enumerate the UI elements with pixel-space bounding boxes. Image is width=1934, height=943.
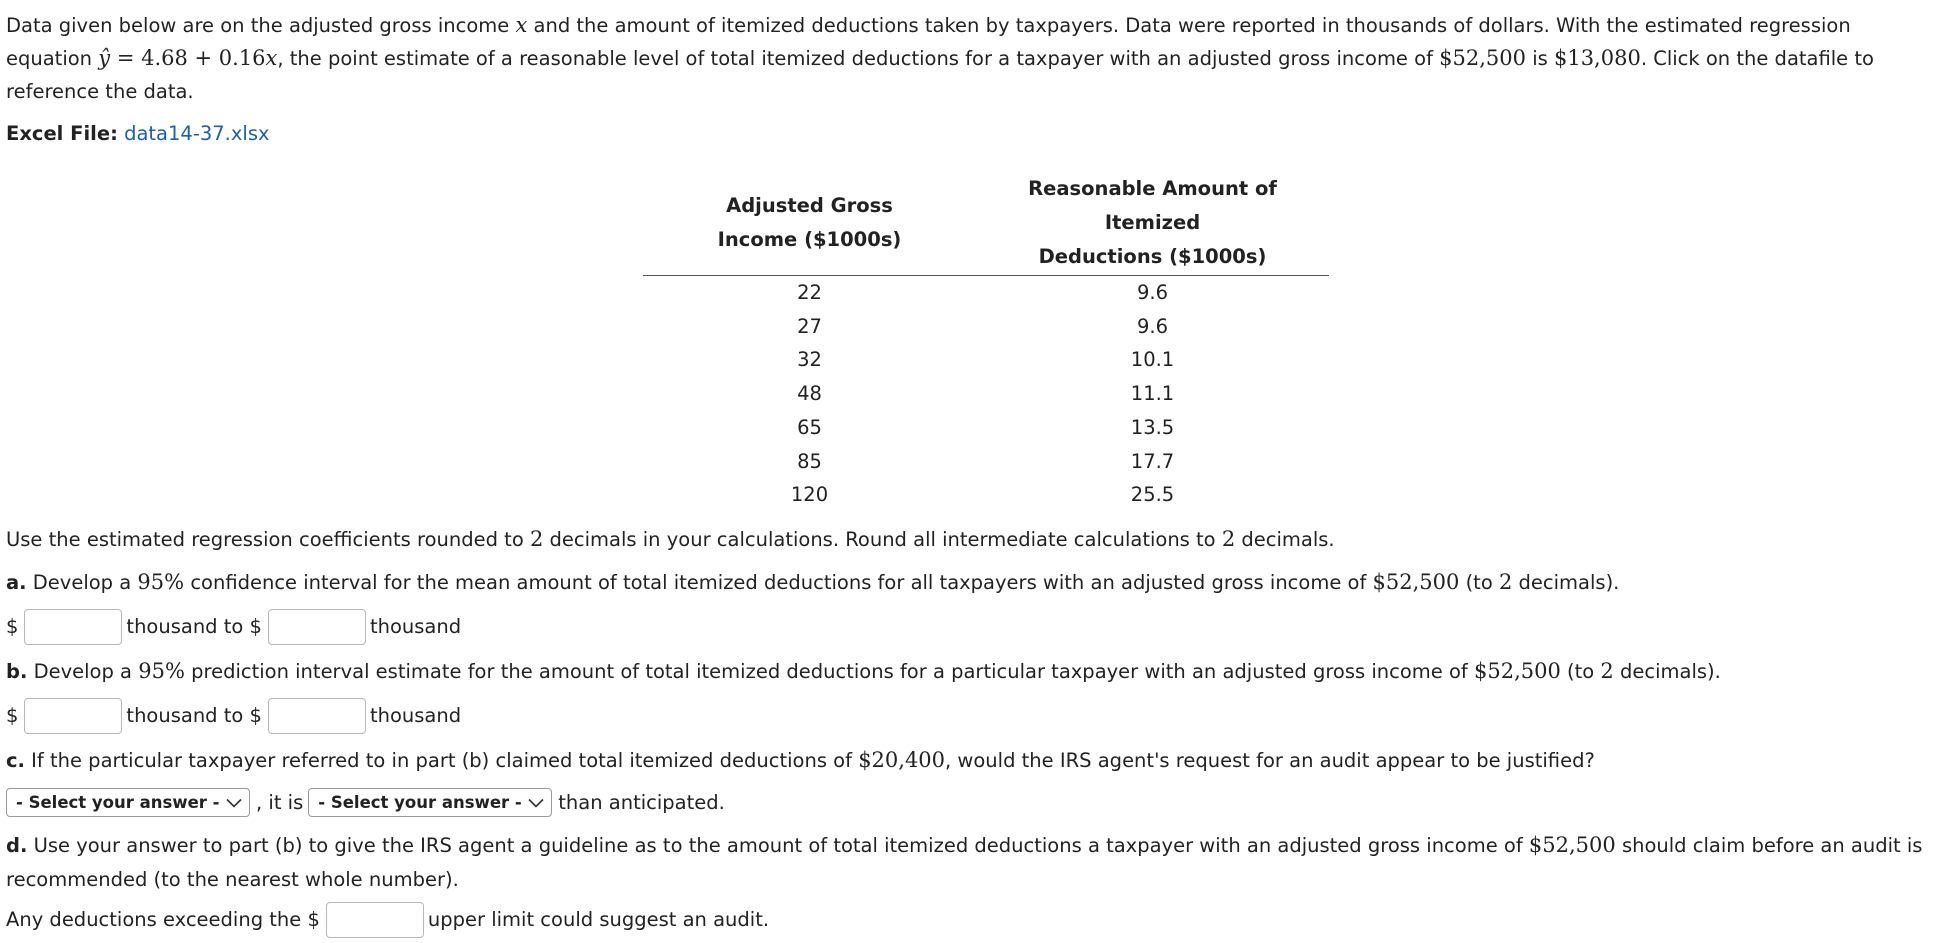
- part-b-suffix: thousand: [369, 704, 462, 728]
- part-c-mid-text: , it is: [256, 791, 304, 815]
- part-a-percent: 95%: [137, 569, 185, 594]
- part-a-lower-input[interactable]: [24, 609, 122, 645]
- part-d-answer-row: [6, 897, 1928, 943]
- income-cell: 22: [797, 281, 822, 304]
- table-row: [643, 276, 1329, 310]
- part-d-suffix: upper limit could suggest an audit.: [427, 908, 770, 932]
- part-a-decimals: 2: [1498, 569, 1513, 594]
- table-row: [643, 377, 1329, 411]
- intro-paragraph: [6, 9, 1928, 108]
- intro-var-x: x: [515, 13, 528, 37]
- part-d-text-2: should claim before an audit is recommended (to the nearest whole number).: [6, 833, 1923, 891]
- part-a-text-4: decimals).: [1518, 570, 1620, 594]
- table-row: [643, 478, 1329, 512]
- part-b-answer-row: [6, 693, 1928, 739]
- part-c-select-justified[interactable]: [6, 788, 250, 817]
- part-c-answer-row: [6, 782, 1928, 824]
- part-b-income: $52,500: [1473, 658, 1561, 683]
- income-cell: 120: [790, 483, 829, 507]
- chevron-down-icon: [528, 798, 544, 808]
- intro-text-2: and the amount of itemized deductions taken by taxpayers. Data were reported in thousands of dollars. With the estimated regression equation: [6, 14, 1851, 70]
- part-a-dollar-sign: $: [6, 615, 19, 639]
- part-b-text-2: prediction interval estimate for the amount of total itemized deductions for a particular taxpayer with an adjusted gross income of: [191, 659, 1468, 683]
- part-a-answer-row: [6, 604, 1928, 650]
- part-a-text-3: (to: [1465, 570, 1493, 594]
- income-cell: 85: [797, 449, 822, 473]
- table-row: [643, 310, 1329, 344]
- income-cell: 32: [797, 348, 822, 372]
- part-c-select-comparison[interactable]: [308, 788, 552, 817]
- part-b-text-4: decimals).: [1620, 659, 1721, 683]
- part-b-upper-input[interactable]: [268, 698, 366, 734]
- part-a-suffix: thousand: [369, 615, 462, 639]
- deduction-cell: 9.6: [1136, 281, 1168, 304]
- instructions-decimals-1: 2: [529, 526, 544, 551]
- header-1-line-2: Income ($1000s): [717, 228, 902, 251]
- header-2-line-2: Deductions ($1000s): [1038, 245, 1267, 268]
- equation-lhs: ŷ: [98, 46, 111, 70]
- deduction-cell: 11.1: [1130, 382, 1175, 406]
- part-b-dollar-sign: $: [6, 704, 19, 728]
- intro-text-5: . Click on the datafile to reference the data.: [6, 47, 1874, 103]
- deduction-cell: 9.6: [1136, 314, 1168, 338]
- instructions-decimals-2: 2: [1221, 526, 1236, 551]
- part-d-upper-limit-input[interactable]: [326, 902, 424, 938]
- part-c-amount: $20,400: [858, 747, 946, 772]
- part-b-letter: b.: [6, 659, 28, 683]
- intro-text-3: , the point estimate of a reasonable level of total itemized deductions for a taxpayer with an adjusted gross income of: [277, 47, 1433, 70]
- intro-text-4: is: [1532, 47, 1548, 70]
- part-c-question: [6, 739, 1928, 782]
- select-2-label: - Select your answer -: [318, 793, 522, 813]
- data-table: [643, 172, 1329, 512]
- excel-file-line: [6, 117, 1928, 150]
- instructions-text-3: decimals.: [1241, 527, 1335, 551]
- part-a-income: $52,500: [1372, 569, 1460, 594]
- select-1-label: - Select your answer -: [16, 793, 220, 813]
- equation-rhs: = 4.68 + 0.16: [116, 46, 266, 70]
- part-a-text-1: Develop a: [32, 570, 132, 594]
- deduction-cell: 25.5: [1130, 483, 1175, 507]
- income-cell: 65: [797, 415, 822, 439]
- part-b-mid-text: thousand to $: [126, 704, 262, 728]
- part-d-question: [6, 824, 1928, 897]
- header-itemized-deductions: [976, 172, 1329, 276]
- part-d-text-1: Use your answer to part (b) to give the IRS agent a guideline as to the amount of total itemized deductions a taxpayer with an adjusted gross income of: [33, 833, 1523, 857]
- instructions-text-2: decimals in your calculations. Round all intermediate calculations to: [549, 527, 1216, 551]
- part-d-income: $52,500: [1528, 832, 1616, 857]
- part-c-text-1: If the particular taxpayer referred to in part (b) claimed total itemized deductions of: [31, 748, 852, 772]
- excel-file-link[interactable]: data14-37.xlsx: [124, 122, 270, 145]
- deduction-cell: 10.1: [1130, 348, 1175, 372]
- income-cell: 27: [797, 314, 822, 338]
- table-header-row: [643, 172, 1329, 276]
- part-b-text-3: (to: [1567, 659, 1595, 683]
- regression-equation: [98, 46, 277, 70]
- part-b-decimals: 2: [1600, 658, 1614, 683]
- equation-var: x: [265, 46, 278, 70]
- instructions-text-1: Use the estimated regression coefficients rounded to: [6, 527, 524, 551]
- part-a-letter: a.: [6, 570, 27, 594]
- income-cell: 48: [797, 382, 822, 406]
- part-b-percent: 95%: [138, 658, 185, 683]
- part-c-suffix: than anticipated.: [558, 791, 725, 815]
- instructions-line: [6, 518, 1928, 561]
- intro-income-value: $52,500: [1439, 46, 1526, 70]
- part-b-lower-input[interactable]: [24, 698, 122, 734]
- deduction-cell: 17.7: [1130, 449, 1175, 473]
- intro-text-1: Data given below are on the adjusted gross income: [6, 14, 510, 37]
- header-1-line-1: Adjusted Gross: [726, 194, 893, 217]
- intro-estimate-value: $13,080: [1553, 46, 1641, 70]
- part-b-text-1: Develop a: [33, 659, 133, 683]
- part-a-question: [6, 561, 1928, 604]
- part-d-prefix: Any deductions exceeding the $: [6, 908, 320, 932]
- part-c-text-2: , would the IRS agent's request for an audit appear to be justified?: [945, 748, 1595, 772]
- part-c-letter: c.: [6, 748, 25, 772]
- part-a-text-2: confidence interval for the mean amount of total itemized deductions for all taxpayers with an adjusted gross income of: [190, 570, 1367, 594]
- table-row: [643, 445, 1329, 479]
- header-2-line-1: Reasonable Amount of Itemized: [1028, 177, 1277, 234]
- table-row: [643, 411, 1329, 445]
- deduction-cell: 13.5: [1130, 415, 1175, 439]
- part-a-mid-text: thousand to $: [126, 615, 262, 639]
- part-b-question: [6, 650, 1928, 693]
- excel-file-label: Excel File:: [6, 122, 118, 145]
- part-d-letter: d.: [6, 833, 28, 857]
- header-adjusted-gross-income: [643, 172, 976, 276]
- part-a-upper-input[interactable]: [268, 609, 366, 645]
- table-row: [643, 343, 1329, 377]
- chevron-down-icon: [226, 798, 242, 808]
